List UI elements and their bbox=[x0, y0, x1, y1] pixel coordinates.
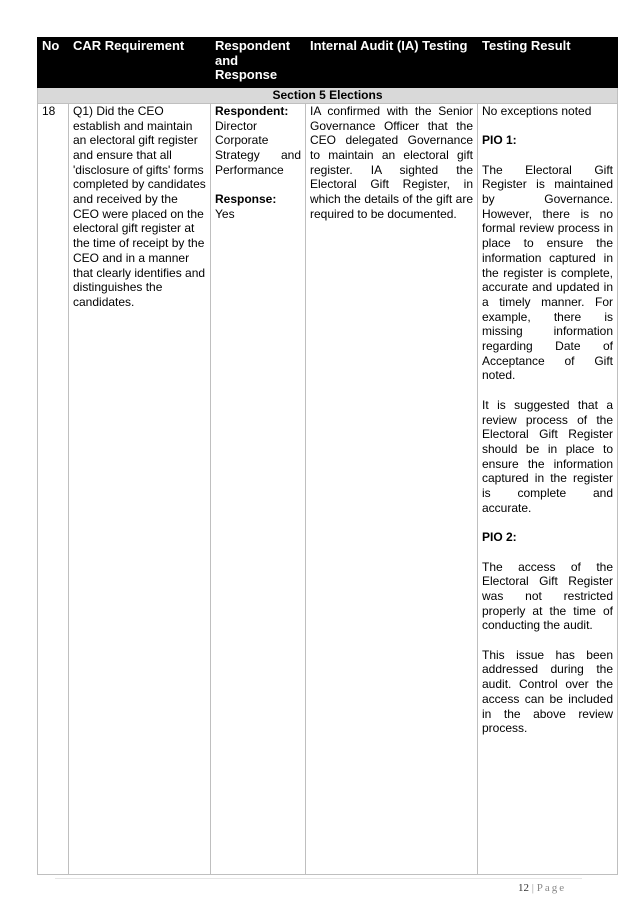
pio1-label: PIO 1: bbox=[482, 133, 517, 148]
response-value: Yes bbox=[215, 206, 235, 221]
table-row bbox=[38, 103, 618, 874]
header-respondent-response: Respondent and Response bbox=[211, 38, 306, 88]
header-ia-testing: Internal Audit (IA) Testing bbox=[306, 38, 478, 88]
response-label: Response: bbox=[215, 192, 277, 207]
ia-testing-cell: IA confirmed with the Senior Governance Officer that the CEO delegated Governance to maintain an electoral gift register. IA sighted the Electoral Gift Register, in which the details of the gift are required to be documented. bbox=[306, 103, 478, 874]
respondent-cell bbox=[211, 103, 306, 874]
pio2-text: The access of the Electoral Gift Register was not restricted properly at the time of conducting the audit. bbox=[482, 559, 613, 633]
testing-result-cell bbox=[478, 103, 618, 874]
result-summary: No exceptions noted bbox=[482, 103, 592, 118]
header-no: No bbox=[38, 38, 69, 88]
row-number: 18 bbox=[38, 103, 69, 874]
pio1-text: The Electoral Gift Register is maintained by Governance. However, there is no formal review process in place to ensure the information captured in the register is complete, accurate and updated in a timely manner. For example, there is missing information regarding Date of Acceptance of Gift noted. bbox=[482, 162, 613, 383]
section-row bbox=[38, 88, 618, 104]
pio2-label: PIO 2: bbox=[482, 530, 517, 545]
header-testing-result: Testing Result bbox=[478, 38, 618, 88]
footer-divider bbox=[55, 878, 582, 879]
car-requirement-cell: Q1) Did the CEO establish and maintain an electoral gift register and ensure that all 'disclosure of gifts' forms completed by candidates and received by the CEO were placed on the electoral gift register at the time of receipt by the CEO and in a manner that clearly identifies and distinguishes the candidates. bbox=[69, 103, 211, 874]
pio1-suggestion: It is suggested that a review process of the Electoral Gift Register should be in place to ensure the information captured in the register is complete and accurate. bbox=[482, 397, 613, 515]
page-number: 12 bbox=[518, 882, 529, 894]
section-title: Section 5 Elections bbox=[38, 88, 618, 104]
audit-table bbox=[37, 37, 618, 875]
respondent-label: Respondent: bbox=[215, 103, 289, 118]
pio2-followup: This issue has been addressed during the audit. Control over the access can be included in the above review process. bbox=[482, 647, 613, 736]
header-row bbox=[38, 38, 618, 88]
page-footer bbox=[518, 882, 566, 894]
footer-separator: | bbox=[531, 882, 534, 894]
header-car-requirement: CAR Requirement bbox=[69, 38, 211, 88]
page-word: Page bbox=[536, 882, 567, 894]
respondent-value: Director Corporate Strategy and Performance bbox=[215, 118, 301, 177]
